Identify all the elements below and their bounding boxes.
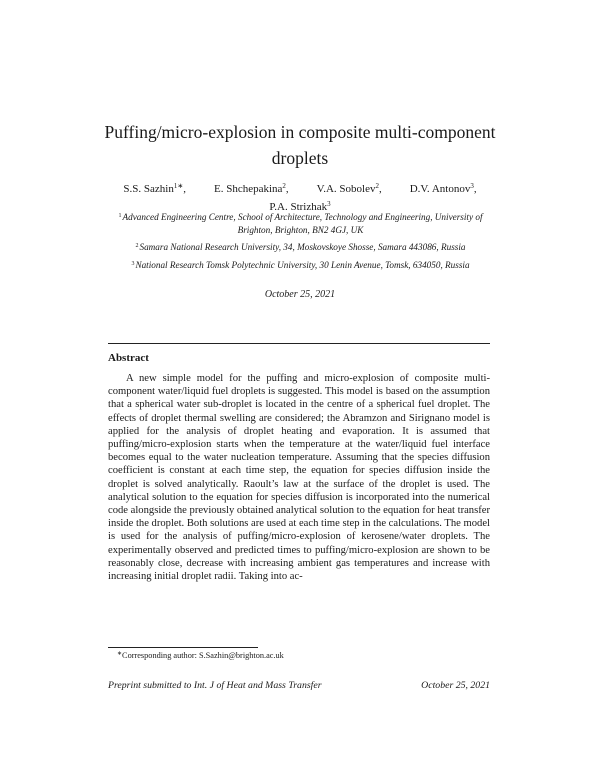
divider — [108, 343, 490, 344]
affiliation: $^3$National Research Tomsk Polytechnic University, 30 Lenin Avenue, Tomsk, 634050, Russia — [131, 260, 470, 270]
author: V.A. Sobolev$^2$, — [316, 182, 382, 195]
footnote: ∗Corresponding author: S.Sazhin@brighton.ac.uk — [117, 651, 284, 660]
abstract-text: A new simple model for the puffing and micro-explosion of composite multi-component water/liquid fuel droplets is suggested. This model is based on the assumption that a spherical water sub-droplet is located in the centre of a spherical fuel droplet. The effects of droplet thermal swelling are considered; the Abramzon and Sirignano model is applied for the analysis of droplet heating and evaporation. It is assumed that puffing/micro-explosion starts when the temperature at the water/liquid fuel interface becomes equal to the water nucleation temperature. Assuming that the species diffusion coefficient is constant at each time step, the equation for species diffusion inside the droplet is solved analytically. Raoult’s law at the surface of the droplet is used. The analytical solution to the equation for species diffusion is incorporated into the numerical code alongside the previously obtained analytical solution to the equation for heat transfer inside the droplet. Both solutions are used at each time step in the calculations. The model is used for the analysis of puffing/micro-explosion of kerosene/water droplets. The experimentally observed and predicted times to puffing/micro-explosion are shown to be reasonably close, decrease with increasing ambient gas temperatures and increase with increasing initial droplet radii. Taking into ac- — [108, 373, 490, 583]
author: P.A. Strizhak$^3$ — [269, 200, 331, 213]
author: E. Shchepakina$^2$, — [213, 182, 289, 195]
page-footer — [108, 680, 490, 691]
author: D.V. Antonov$^3$, — [409, 182, 477, 195]
affiliation: $^2$Samara National Research University, 34, Moskovskoye Shosse, Samara 443086, Russia — [135, 242, 466, 252]
abstract-heading: Abstract — [108, 352, 149, 364]
footer-journal: Preprint submitted to Int. J of Heat and Mass Transfer — [108, 680, 322, 691]
footer-date: October 25, 2021 — [421, 680, 490, 691]
paper-title: Puffing/micro-explosion in composite multi-component droplets — [104, 122, 496, 168]
footnote-divider — [108, 647, 258, 648]
date: October 25, 2021 — [264, 289, 336, 300]
affiliation: $^1$Advanced Engineering Centre, School of Architecture, Technology and Engineering, University of Brighton, Brighton, BN2 4GJ, UK — [118, 212, 483, 235]
author: S.S. Sazhin$^{1∗}$, — [123, 182, 186, 195]
